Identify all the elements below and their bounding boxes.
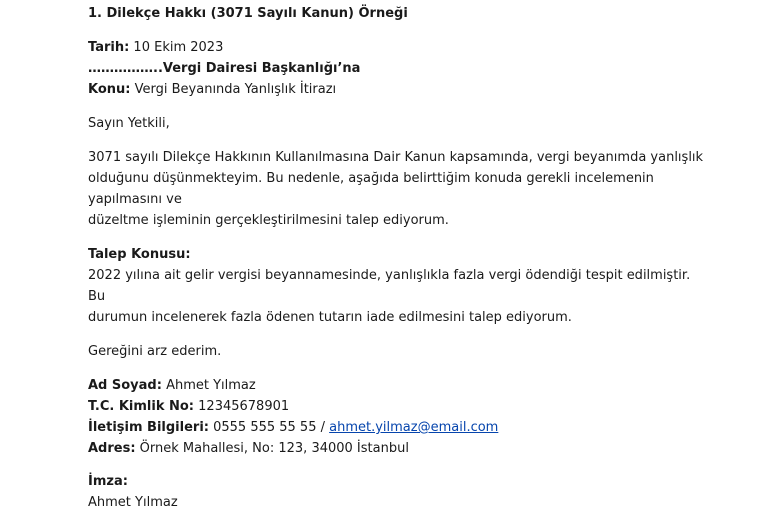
contact-label: İletişim Bilgileri: bbox=[88, 420, 209, 435]
body-line: 3071 sayılı Dilekçe Hakkının Kullanılmasına Dair Kanun kapsamında, vergi beyanımda yanlışlık bbox=[88, 150, 704, 165]
signer-address-line bbox=[88, 438, 708, 459]
subject-line bbox=[88, 79, 708, 100]
address-value: Örnek Mahallesi, No: 123, 34000 İstanbul bbox=[135, 441, 409, 456]
salutation: Sayın Yetkili, bbox=[88, 116, 170, 131]
name-value: Ahmet Yılmaz bbox=[161, 378, 256, 393]
closing: Gereğini arz ederim. bbox=[88, 344, 222, 359]
name-label: Ad Soyad: bbox=[88, 378, 162, 393]
id-label: T.C. Kimlik No: bbox=[88, 399, 195, 414]
request-line: durumun incelenerek fazla ödenen tutarın iade edilmesini talep ediyorum. bbox=[88, 310, 572, 325]
signer-name-line bbox=[88, 375, 708, 396]
signer-id-line bbox=[88, 396, 708, 417]
signature-name: Ahmet Yılmaz bbox=[88, 495, 178, 510]
date-line bbox=[88, 37, 708, 58]
date-value: 10 Ekim 2023 bbox=[129, 40, 224, 55]
signature-label-line bbox=[88, 471, 708, 492]
recipient-line bbox=[88, 58, 708, 79]
body-line: olduğunu düşünmekteyim. Bu nedenle, aşağıda belirttiğim konuda gerekli incelemenin yapılmasını ve bbox=[88, 171, 654, 207]
request-heading bbox=[88, 244, 708, 265]
request-line: 2022 yılına ait gelir vergisi beyannamesinde, yanlışlıkla fazla vergi ödendiği tespit edilmiştir. Bu bbox=[88, 268, 691, 304]
recipient: ……………..Vergi Dairesi Başkanlığı’na bbox=[88, 61, 361, 76]
subject-label: Konu: bbox=[88, 82, 131, 97]
document-page bbox=[88, 3, 708, 513]
signature-label: İmza: bbox=[88, 474, 128, 489]
document-title: 1. Dilekçe Hakkı (3071 Sayılı Kanun) Örneği bbox=[88, 6, 408, 21]
contact-phone: 0555 555 55 55 / bbox=[208, 420, 330, 435]
body-line: düzeltme işleminin gerçekleştirilmesini talep ediyorum. bbox=[88, 213, 449, 228]
id-value: 12345678901 bbox=[194, 399, 290, 414]
date-label: Tarih: bbox=[88, 40, 130, 55]
email-link[interactable]: ahmet.yilmaz@email.com bbox=[329, 420, 499, 435]
address-label: Adres: bbox=[88, 441, 136, 456]
signer-contact-line bbox=[88, 417, 708, 438]
request-heading-text: Talep Konusu: bbox=[88, 247, 191, 262]
subject-value: Vergi Beyanında Yanlışlık İtirazı bbox=[130, 82, 337, 97]
